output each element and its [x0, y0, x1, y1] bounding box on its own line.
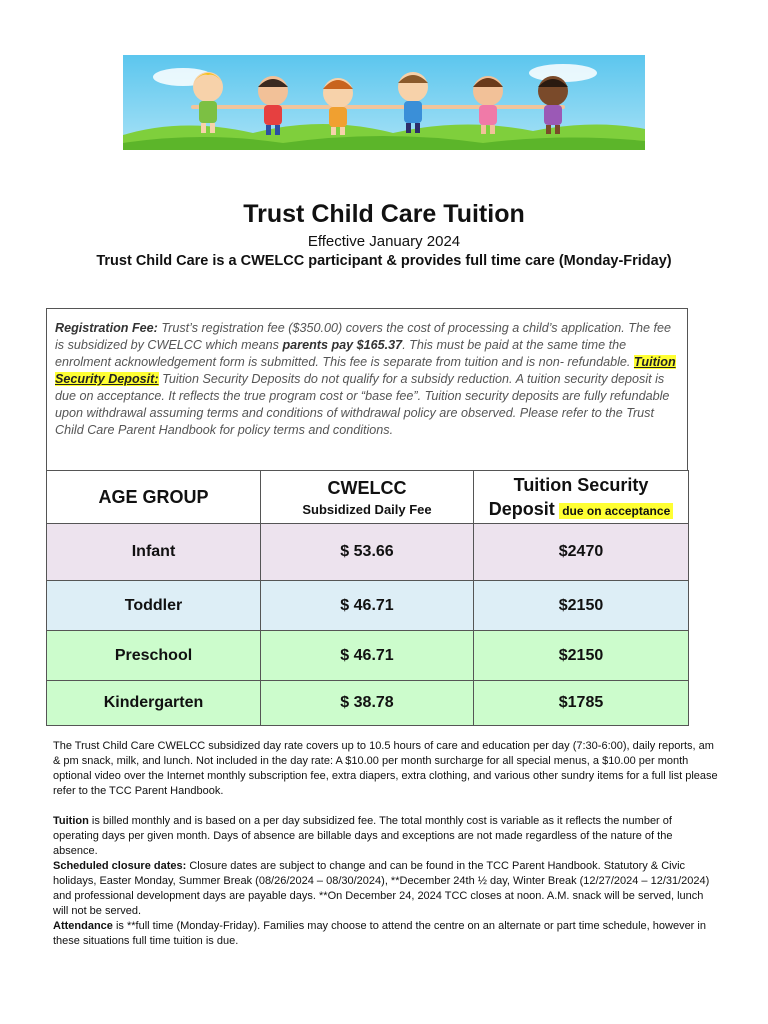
- fee-cell: $ 38.78: [261, 681, 474, 726]
- registration-text-1: Trust’s registration fee ($350.00) covers the cost of processing a child’s application. The fee is subsidized by CWELCC which means: [55, 321, 671, 352]
- attendance-paragraph: [53, 919, 718, 949]
- footer-notes: [53, 739, 718, 949]
- effective-date: Effective January 2024: [307, 233, 461, 250]
- table-row: [47, 581, 689, 631]
- deposit-header-line2: Deposit: [488, 498, 555, 519]
- age-group-header: AGE GROUP: [47, 471, 261, 524]
- fee-cell: $ 53.66: [261, 524, 474, 581]
- age-cell: Toddler: [47, 581, 261, 631]
- tuition-fee-table: [46, 470, 689, 726]
- registration-text-3: Tuition Security Deposits do not qualify for a subsidy reduction. A tuition security deposit is due on acceptance. It reflects the true program cost or “base fee”. Tuition security deposits are fully refundable upon withdrawal assuming terms and conditions of withdrawal policy are observed. Please refer to the Trust Child Care Parent Handbook for policy terms and conditions.: [55, 372, 670, 437]
- table-header-row: [47, 471, 689, 524]
- age-cell: Kindergarten: [47, 681, 261, 726]
- attendance-text: is **full time (Monday-Friday). Families may choose to attend the centre on an alternate or part time schedule, however in these situations full time tuition is due.: [53, 920, 706, 947]
- deposit-cell: $1785: [474, 681, 689, 726]
- cwelcc-header: [261, 471, 474, 524]
- cwelcc-participation-note: Trust Child Care is a CWELCC participant & provides full time care (Monday-Friday): [96, 253, 672, 269]
- tuition-label: Tuition: [53, 815, 89, 827]
- fee-cell: $ 46.71: [261, 631, 474, 681]
- page-title: Trust Child Care Tuition: [243, 200, 525, 228]
- table-row: [47, 631, 689, 681]
- cwelcc-header-subtitle: Subsidized Daily Fee: [302, 501, 432, 517]
- tuition-paragraph: [53, 814, 718, 859]
- closure-paragraph: [53, 859, 718, 919]
- parents-pay-amount: parents pay $165.37: [282, 338, 403, 352]
- deposit-header: [474, 471, 689, 524]
- tuition-text: is billed monthly and is based on a per day subsidized fee. The total monthly cost is variable as it reflects the number of operating days per given month. Days of absence are billable days and exceptions are not made regardless of the nature of the absence.: [53, 815, 673, 857]
- age-cell: Preschool: [47, 631, 261, 681]
- registration-text-2: . This must be paid at the same time the enrolment acknowledgement form is submitted. This fee is separate from tuition and is non- refundable.: [55, 338, 634, 369]
- children-banner-image: [123, 55, 645, 150]
- fee-cell: $ 46.71: [261, 581, 474, 631]
- day-rate-paragraph: The Trust Child Care CWELCC subsidized day rate covers up to 10.5 hours of care and education per day (7:30-6:00), daily reports, am & pm snack, milk, and lunch. Not included in the day rate: A $10.00 per month surcharge for all special menus, a $10.00 per month optional video over the Internet monthly subscription fee, extra diapers, extra clothing, and various other sundry items for a full list please refer to the TCC Parent Handbook.: [53, 740, 718, 797]
- attendance-label: Attendance: [53, 920, 113, 932]
- deposit-cell: $2150: [474, 581, 689, 631]
- cwelcc-header-title: CWELCC: [327, 477, 407, 498]
- tuition-info-box: [46, 308, 688, 726]
- deposit-cell: $2150: [474, 631, 689, 681]
- deposit-cell: $2470: [474, 524, 689, 581]
- tuition-security-deposit-label: Tuition Security Deposit:: [55, 355, 676, 386]
- registration-fee-label: Registration Fee:: [55, 321, 158, 335]
- due-on-acceptance-badge: due on acceptance: [559, 503, 673, 519]
- closure-label: Scheduled closure dates:: [53, 860, 187, 872]
- deposit-header-line1: Tuition Security: [513, 474, 649, 495]
- registration-fee-paragraph: [55, 320, 681, 439]
- table-row: [47, 681, 689, 726]
- closure-text: Closure dates are subject to change and can be found in the TCC Parent Handbook. Statutory & Civic holidays, Easter Monday, Summer Break (08/26/2024 – 08/30/2024), **December 24th ½ day, Winter Break (12/27/2024 – 12/31/2024) and professional development days are payable days. **On December 24, 2024 TCC closes at noon. A.M. snack will be served, lunch will not be served.: [53, 860, 710, 917]
- age-cell: Infant: [47, 524, 261, 581]
- table-row: [47, 524, 689, 581]
